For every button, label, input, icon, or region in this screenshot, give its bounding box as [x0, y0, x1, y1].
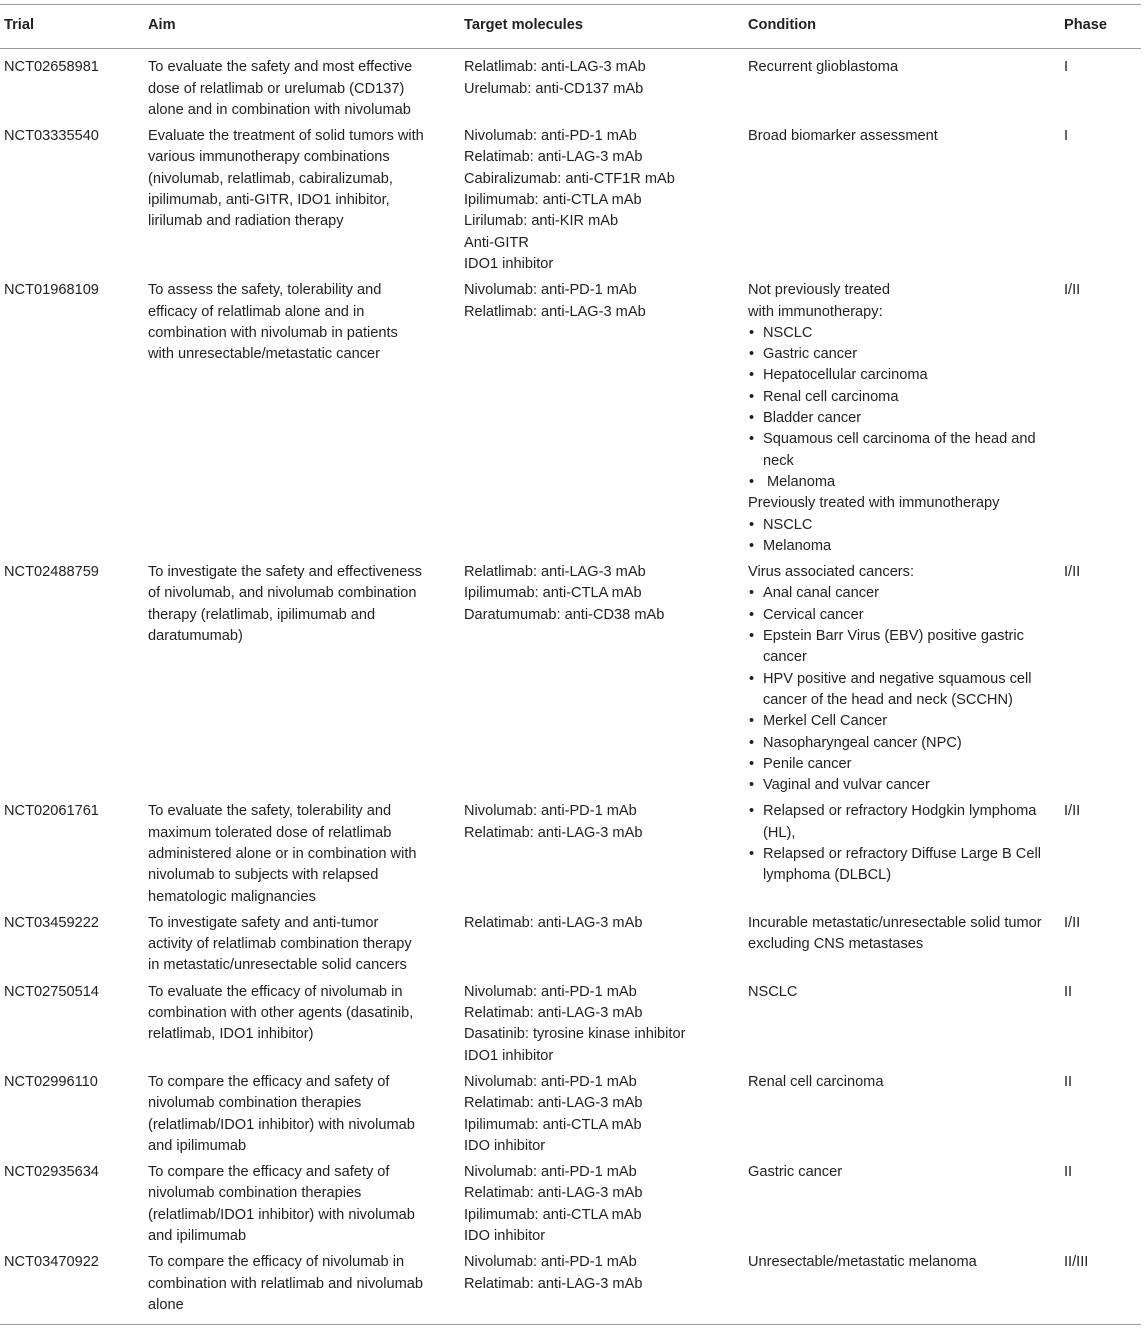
condition-text: Gastric cancer: [748, 1164, 843, 1181]
target-molecule: Relatimab: anti-LAG-3 mAb: [464, 1275, 643, 1292]
condition-bullet-item: • Merkel Cell Cancer: [748, 711, 1056, 732]
trial-id-cell: NCT02488759: [4, 564, 99, 581]
table-row: [0, 911, 1141, 980]
aim-cell: [144, 911, 460, 980]
header-row: [0, 5, 1141, 49]
trial-id-cell: NCT02996110: [4, 1073, 98, 1090]
clinical-trials-table: [0, 4, 1141, 1325]
target-molecule: Nivolumab: anti-PD-1 mAb: [464, 1164, 637, 1181]
aim-line: combination with nivolumab in patients: [148, 324, 398, 341]
condition-text: Recurrent glioblastoma: [748, 59, 899, 76]
target-molecule: Relatimab: anti-LAG-3 mAb: [464, 149, 643, 166]
aim-line: nivolumab combination therapies: [148, 1095, 362, 1112]
target-molecule: Ipilimumab: anti-CTLA mAb: [464, 1206, 642, 1223]
target-molecule: Nivolumab: anti-PD-1 mAb: [464, 1254, 637, 1271]
condition-bullet-item: • Penile cancer: [748, 754, 1056, 775]
condition-bullet-item: • Gastric cancer: [748, 344, 1056, 365]
phase-cell: II: [1064, 983, 1073, 1000]
aim-line: ipilimumab, anti-GITR, IDO1 inhibitor,: [148, 192, 390, 209]
target-molecule: IDO inhibitor: [464, 1228, 546, 1245]
aim-line: Evaluate the treatment of solid tumors with: [148, 128, 424, 145]
condition-bullet-item: • Squamous cell carcinoma of the head and neck: [748, 429, 1056, 472]
aim-cell: [144, 1250, 460, 1324]
target-molecule: Relatimab: anti-LAG-3 mAb: [464, 1185, 643, 1202]
table-row: [0, 560, 1141, 799]
condition-bullet-item: • Relapsed or refractory Hodgkin lymphoma (HL),: [748, 801, 1056, 844]
trial-id-cell: NCT03459222: [4, 914, 99, 931]
target-molecule: Nivolumab: anti-PD-1 mAb: [464, 282, 637, 299]
target-molecule: Relatimab: anti-LAG-3 mAb: [464, 1095, 643, 1112]
aim-line: To evaluate the safety, tolerability and: [148, 803, 392, 820]
table-row: [0, 980, 1141, 1070]
aim-line: with unresectable/metastatic cancer: [148, 346, 380, 363]
aim-line: administered alone or in combination with: [148, 845, 417, 862]
aim-line: activity of relatlimab combination therapy: [148, 936, 412, 953]
aim-line: of nivolumab, and nivolumab combination: [148, 585, 417, 602]
target-molecules-cell: [460, 799, 744, 910]
condition-text: Not previously treated: [748, 282, 890, 299]
target-molecule: Urelumab: anti-CD137 mAb: [464, 80, 644, 97]
aim-cell: [144, 1160, 460, 1250]
target-molecules-cell: [460, 49, 744, 124]
condition-bullet-item: • Bladder cancer: [748, 408, 1056, 429]
condition-bullet-item: • Melanoma: [748, 472, 1056, 493]
aim-line: therapy (relatlimab, ipilimumab and: [148, 606, 376, 623]
phase-cell: I: [1064, 59, 1069, 76]
aim-line: relatlimab, IDO1 inhibitor): [148, 1026, 314, 1043]
phase-cell: II/III: [1064, 1254, 1089, 1271]
aim-line: alone: [148, 1296, 184, 1313]
table-row: [0, 1160, 1141, 1250]
target-molecule: Nivolumab: anti-PD-1 mAb: [464, 983, 637, 1000]
trial-id-cell: NCT02061761: [4, 803, 99, 820]
aim-line: efficacy of relatlimab alone and in: [148, 303, 365, 320]
aim-cell: [144, 124, 460, 278]
target-molecule: Dasatinib: tyrosine kinase inhibitor: [464, 1026, 686, 1043]
target-molecule: Relatlimab: anti-LAG-3 mAb: [464, 59, 646, 76]
condition-text: Previously treated with immunotherapy: [748, 495, 1000, 512]
target-molecules-cell: [460, 1160, 744, 1250]
target-molecule: IDO inhibitor: [464, 1137, 546, 1154]
target-molecule: Relatimab: anti-LAG-3 mAb: [464, 914, 643, 931]
aim-line: (relatlimab/IDO1 inhibitor) with nivolumab: [148, 1116, 415, 1133]
aim-line: in metastatic/unresectable solid cancers: [148, 957, 407, 974]
header-trial: Trial: [4, 17, 35, 33]
condition-bullet-item: • Melanoma: [748, 536, 1056, 557]
target-molecule: Nivolumab: anti-PD-1 mAb: [464, 1073, 637, 1090]
header-condition: Condition: [748, 17, 817, 33]
target-molecule: IDO1 inhibitor: [464, 1047, 554, 1064]
aim-line: alone and in combination with nivolumab: [148, 101, 411, 118]
target-molecules-cell: [460, 560, 744, 799]
table-row: [0, 278, 1141, 560]
aim-cell: [144, 49, 460, 124]
target-molecule: Cabiralizumab: anti-CTF1R mAb: [464, 170, 675, 187]
condition-cell: [744, 980, 1060, 1070]
target-molecule: Daratumumab: anti-CD38 mAb: [464, 606, 665, 623]
aim-cell: [144, 278, 460, 560]
aim-line: To evaluate the efficacy of nivolumab in: [148, 983, 403, 1000]
aim-line: To investigate safety and anti-tumor: [148, 914, 379, 931]
condition-text: Unresectable/metastatic melanoma: [748, 1254, 977, 1271]
condition-cell: [744, 49, 1060, 124]
aim-line: To compare the efficacy and safety of: [148, 1073, 390, 1090]
condition-bullet-item: • Relapsed or refractory Diffuse Large B Cell lymphoma (DLBCL): [748, 844, 1056, 887]
condition-bullet-item: • Epstein Barr Virus (EBV) positive gastric cancer: [748, 626, 1056, 669]
condition-bullet-item: • Anal canal cancer: [748, 583, 1056, 604]
condition-bullet-item: • NSCLC: [748, 323, 1056, 344]
condition-text: Virus associated cancers:: [748, 564, 915, 581]
aim-line: nivolumab combination therapies: [148, 1185, 362, 1202]
header-target-molecules: Target molecules: [464, 17, 583, 33]
target-molecule: Relatlimab: anti-LAG-3 mAb: [464, 303, 646, 320]
condition-cell: [744, 124, 1060, 278]
aim-line: dose of relatlimab or urelumab (CD137): [148, 80, 405, 97]
header-aim: Aim: [148, 17, 176, 33]
trial-id-cell: NCT01968109: [4, 282, 99, 299]
header-phase: Phase: [1064, 17, 1107, 33]
condition-cell: [744, 278, 1060, 560]
table-row: [0, 124, 1141, 278]
target-molecule: Ipilimumab: anti-CTLA mAb: [464, 585, 642, 602]
aim-line: various immunotherapy combinations: [148, 149, 390, 166]
aim-cell: [144, 1070, 460, 1160]
phase-cell: I/II: [1064, 564, 1081, 581]
condition-text: Renal cell carcinoma: [748, 1073, 884, 1090]
condition-cell: [744, 799, 1060, 910]
table-row: [0, 799, 1141, 910]
aim-line: To assess the safety, tolerability and: [148, 282, 382, 299]
table-header: [0, 5, 1141, 49]
target-molecules-cell: [460, 980, 744, 1070]
target-molecule: Relatlimab: anti-LAG-3 mAb: [464, 564, 646, 581]
trial-id-cell: NCT02750514: [4, 983, 99, 1000]
target-molecules-cell: [460, 124, 744, 278]
aim-line: To evaluate the safety and most effective: [148, 59, 413, 76]
target-molecule: Relatimab: anti-LAG-3 mAb: [464, 1005, 643, 1022]
aim-line: lirilumab and radiation therapy: [148, 213, 344, 230]
aim-line: daratumumab): [148, 628, 243, 645]
aim-line: To compare the efficacy and safety of: [148, 1164, 390, 1181]
target-molecule: Nivolumab: anti-PD-1 mAb: [464, 803, 637, 820]
condition-text: with immunotherapy:: [748, 303, 883, 320]
target-molecule: Ipilimumab: anti-CTLA mAb: [464, 192, 642, 209]
condition-cell: [744, 1250, 1060, 1324]
phase-cell: I/II: [1064, 803, 1081, 820]
phase-cell: I: [1064, 128, 1069, 145]
aim-cell: [144, 799, 460, 910]
condition-cell: [744, 911, 1060, 980]
condition-bullet-item: • Nasopharyngeal cancer (NPC): [748, 733, 1056, 754]
aim-line: combination with other agents (dasatinib,: [148, 1005, 414, 1022]
trial-id-cell: NCT03335540: [4, 128, 99, 145]
target-molecule: Ipilimumab: anti-CTLA mAb: [464, 1116, 642, 1133]
trial-id-cell: NCT03470922: [4, 1254, 99, 1271]
aim-line: (nivolumab, relatlimab, cabiralizumab,: [148, 170, 393, 187]
phase-cell: II: [1064, 1164, 1073, 1181]
condition-bullet-item: • Hepatocellular carcinoma: [748, 365, 1056, 386]
target-molecule: Lirilumab: anti-KIR mAb: [464, 213, 619, 230]
phase-cell: II: [1064, 1073, 1073, 1090]
aim-line: combination with relatlimab and nivolumab: [148, 1275, 423, 1292]
aim-cell: [144, 560, 460, 799]
aim-line: and ipilimumab: [148, 1228, 247, 1245]
target-molecules-cell: [460, 1250, 744, 1324]
aim-line: To investigate the safety and effectiveness: [148, 564, 422, 581]
aim-line: To compare the efficacy of nivolumab in: [148, 1254, 405, 1271]
aim-line: maximum tolerated dose of relatlimab: [148, 824, 392, 841]
target-molecules-cell: [460, 911, 744, 980]
phase-cell: I/II: [1064, 282, 1081, 299]
condition-bullet-item: • Vaginal and vulvar cancer: [748, 775, 1056, 796]
condition-cell: [744, 560, 1060, 799]
table-body: [0, 49, 1141, 1325]
aim-cell: [144, 980, 460, 1070]
target-molecule: IDO1 inhibitor: [464, 255, 554, 272]
table-row: [0, 1070, 1141, 1160]
condition-cell: [744, 1160, 1060, 1250]
target-molecule: Relatimab: anti-LAG-3 mAb: [464, 824, 643, 841]
target-molecules-cell: [460, 1070, 744, 1160]
condition-cell: [744, 1070, 1060, 1160]
phase-cell: I/II: [1064, 914, 1081, 931]
condition-bullet-item: • HPV positive and negative squamous cell cancer of the head and neck (SCCHN): [748, 669, 1056, 712]
aim-line: (relatlimab/IDO1 inhibitor) with nivolumab: [148, 1206, 415, 1223]
target-molecule: Nivolumab: anti-PD-1 mAb: [464, 128, 637, 145]
trial-id-cell: NCT02935634: [4, 1164, 99, 1181]
condition-text: NSCLC: [748, 983, 798, 1000]
trial-id-cell: NCT02658981: [4, 59, 99, 76]
target-molecule: Anti-GITR: [464, 234, 529, 251]
condition-text: Broad biomarker assessment: [748, 128, 938, 145]
condition-bullet-item: • Cervical cancer: [748, 605, 1056, 626]
condition-bullet-item: • Renal cell carcinoma: [748, 387, 1056, 408]
table-row: [0, 1250, 1141, 1324]
table-row: [0, 49, 1141, 124]
aim-line: nivolumab to subjects with relapsed: [148, 867, 379, 884]
condition-bullet-item: • NSCLC: [748, 515, 1056, 536]
aim-line: hematologic malignancies: [148, 888, 316, 905]
condition-text: Incurable metastatic/unresectable solid tumor excluding CNS metastases: [748, 914, 1042, 953]
target-molecules-cell: [460, 278, 744, 560]
aim-line: and ipilimumab: [148, 1137, 247, 1154]
